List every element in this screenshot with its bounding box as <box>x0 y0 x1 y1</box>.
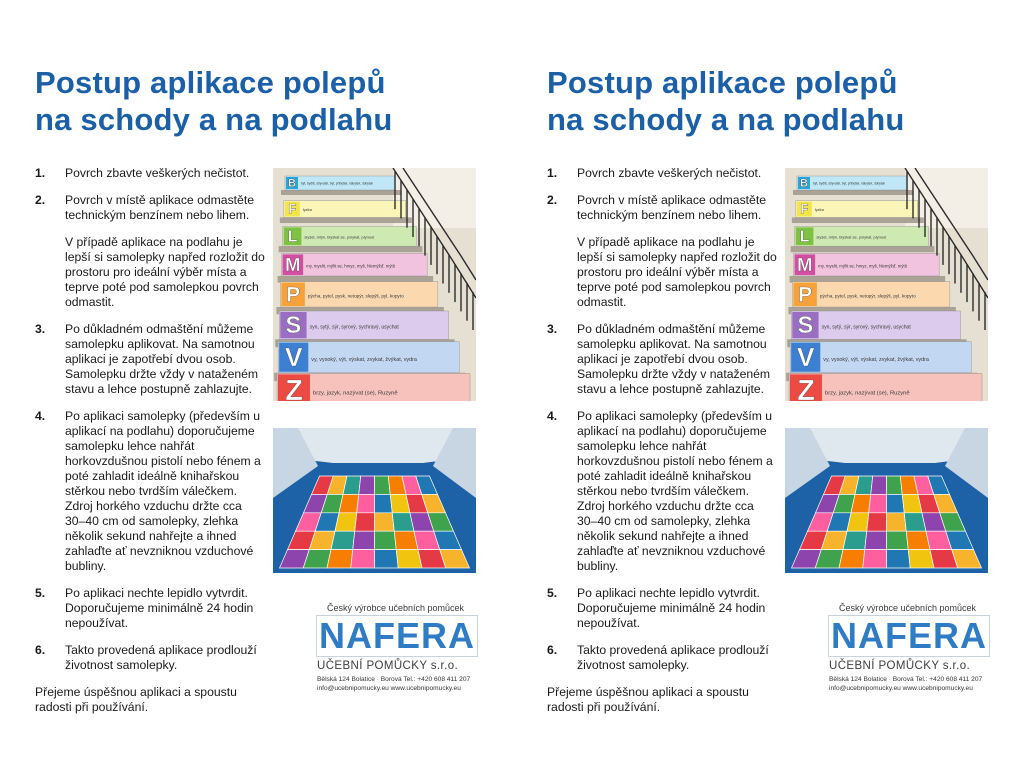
stair-line: být, bydlit, obyvatel, byt, příbytek, nábytek, dobytek <box>813 181 886 186</box>
floor-illustration <box>273 428 476 573</box>
stair-label <box>790 342 971 373</box>
floor-tile <box>375 513 395 531</box>
floor-tile <box>847 513 869 531</box>
brand-block <box>825 603 990 693</box>
stair-line: vy, vysoký, výt, výskat, zvykat, žvýkat, vydra <box>311 356 417 363</box>
stair-line: fyzika <box>814 208 824 213</box>
floor-tile <box>867 513 887 531</box>
stair-letter: Z <box>285 375 303 401</box>
stair-line: pýcha, pytel, pysk, netopýr, slepýš, pyl, kopyto <box>307 293 404 299</box>
stair-line: syn, sytý, sýr, syrový, sychravý, usychat <box>821 324 911 331</box>
stair-letter: B <box>800 177 808 190</box>
brand-contact: Bělská 124 Bolatice · Borová Tel.: +420 608 411 207 <box>317 676 471 683</box>
step-3: 3. Po důkladném odmaštění můžeme samolepku aplikovat. Na samotnou aplikaci je zapotřebí dvou osob. Samolepku držte vždy v nataženém stavu a lehce postupně zahlazujte. <box>547 322 771 396</box>
stair-label <box>280 282 437 307</box>
brand-subtitle: UČEBNÍ POMŮCKY s.r.o. <box>829 660 971 672</box>
stairs-photo <box>273 168 476 401</box>
step-6: 6. Takto provedená aplikace prodlouží životnost samolepky. <box>35 643 257 672</box>
step-4: 4. Po aplikaci samolepky (především u aplikací na podlahu) doporučujeme samolepku lehce nahřát horkovzdušnou pistolí nebo fénem a poté zahladit ideálně knihařskou stěrkou nebo tvrdším válečkem. Zdroj horkého vzduchu držte cca 30–40 cm od samolepky, zlehka několik sekund nahřejte a ihned zahlaďte ať nevzniknou vzduchové bubliny. <box>35 409 261 573</box>
floor-tile <box>869 494 887 512</box>
steps-list <box>547 166 777 715</box>
stairs-illustration <box>273 168 476 401</box>
step-1: 1. Povrch zbavte veškerých nečistot. <box>35 166 250 180</box>
stair-line: my, myslit, mýlit se, hmyz, myš, hlemýžď, mýtit <box>306 263 395 269</box>
instruction-panel-right <box>512 0 1024 768</box>
stair-line: vy, vysoký, výt, výskat, zvykat, žvýkat, vydra <box>823 356 929 363</box>
floor-tile <box>887 494 905 512</box>
floor-photo <box>785 428 988 573</box>
brand-block <box>313 603 478 693</box>
stair-letter: S <box>797 313 814 340</box>
stair-letter: S <box>285 313 302 340</box>
stair-label <box>797 176 907 190</box>
floor-tile <box>887 476 903 494</box>
brand-tagline: Český výrobce učebních pomůcek <box>326 603 465 613</box>
stair-letter: M <box>797 253 813 275</box>
floor-tile <box>327 550 353 568</box>
brand-tagline: Český výrobce učebních pomůcek <box>838 603 977 613</box>
stair-letter: P <box>798 283 813 307</box>
floor-tile <box>357 494 375 512</box>
stair-letter: P <box>286 283 301 307</box>
floor-tile <box>351 550 375 568</box>
floor-tile <box>331 531 355 549</box>
step-5: 5. Po aplikaci nechte lepidlo vytvrdit. Doporučujeme minimálně 24 hodin nepoužívat. <box>547 586 766 630</box>
stair-letter: B <box>288 177 296 190</box>
stair-label <box>795 226 929 246</box>
floor-photo <box>273 428 476 573</box>
floor-tile <box>396 550 422 568</box>
stair-letter: L <box>799 228 810 246</box>
stair-letter: V <box>796 341 815 372</box>
floor-tile <box>887 550 911 568</box>
stair-label <box>283 226 417 246</box>
floor-tile <box>375 476 391 494</box>
step-3: 3. Po důkladném odmaštění můžeme samolepku aplikovat. Na samotnou aplikaci je zapotřebí dvou osob. Samolepku držte vždy v nataženém stavu a lehce postupně zahlazujte. <box>35 322 259 396</box>
stair-line: my, myslit, mýlit se, hmyz, myš, hlemýžď, mýtit <box>818 263 907 269</box>
floor-tile <box>375 550 399 568</box>
stair-label <box>277 373 470 401</box>
floor-tile <box>335 513 357 531</box>
floor-tile <box>863 550 887 568</box>
stair-label <box>789 373 982 401</box>
brand-contact: Bělská 124 Bolatice · Borová Tel.: +420 608 411 207 <box>829 676 983 683</box>
step-2: 2. Povrch v místě aplikace odmastěte technickým benzínem nebo lihem. <box>547 193 766 222</box>
brand-logo: NAFERA <box>828 615 990 657</box>
floor-tile <box>353 531 375 549</box>
stair-line: pýcha, pytel, pysk, netopýr, slepýš, pyl, kopyto <box>819 293 916 299</box>
step-1: 1. Povrch zbavte veškerých nečistot. <box>547 166 762 180</box>
step-2-note: V případě aplikace na podlahu je lepší si samolepky napřed rozložit do prostoru pro ideální výběr místa a teprve poté pod samolepkou povrch odmastit. <box>577 235 777 309</box>
step-5: 5. Po aplikaci nechte lepidlo vytvrdit. Doporučujeme minimálně 24 hodin nepoužívat. <box>35 586 254 630</box>
step-2-note: V případě aplikace na podlahu je lepší si samolepky napřed rozložit do prostoru pro ideální výběr místa a teprve poté pod samolepkou povrch odmastit. <box>65 235 265 309</box>
floor-tile <box>359 476 375 494</box>
closing-note: Přejeme úspěšnou aplikaci a spoustu radosti při používání. <box>35 685 237 714</box>
stair-label <box>796 201 918 218</box>
floor-illustration <box>785 428 988 573</box>
stair-letter: L <box>287 228 298 246</box>
step-4: 4. Po aplikaci samolepky (především u aplikací na podlahu) doporučujeme samolepku lehce nahřát horkovzdušnou pistolí nebo fénem a poté zahladit ideálně knihařskou stěrkou nebo tvrdším válečkem. Zdroj horkého vzduchu držte cca 30–40 cm od samolepky, zlehka několik sekund nahřejte a ihned zahlaďte ať nevzniknou vzduchové bubliny. <box>547 409 773 573</box>
stair-line: slyšet, mlýn, blýskat se, polykat, plynout <box>304 234 375 240</box>
floor-tile <box>375 494 393 512</box>
stair-label <box>284 201 406 218</box>
floor-tile <box>865 531 887 549</box>
stair-line: fyzika <box>302 208 312 213</box>
steps-list <box>35 166 265 715</box>
stair-line: brzy, jazyk, nazývat (se), Ruzyně <box>313 390 398 397</box>
stair-label <box>279 311 448 339</box>
stair-letter: M <box>285 253 301 275</box>
floor-tile <box>887 531 909 549</box>
floor-tile <box>843 531 867 549</box>
stair-line: slyšet, mlýn, blýskat se, polykat, plynout <box>816 234 887 240</box>
stairs-illustration <box>785 168 988 401</box>
stair-line: být, bydlit, obyvatel, byt, příbytek, nábytek, dobytek <box>301 181 374 186</box>
floor-tile <box>887 513 907 531</box>
stair-letter: F <box>288 201 297 217</box>
stair-label <box>792 282 949 307</box>
stair-label <box>791 311 960 339</box>
step-2: 2. Povrch v místě aplikace odmastěte technickým benzínem nebo lihem. <box>35 193 254 222</box>
floor-tile <box>908 550 934 568</box>
brand-web: info@ucebnipomucky.eu www.ucebnipomucky.eu <box>317 685 461 692</box>
page-title: Postup aplikace polepů na schody a na podlahu <box>547 65 905 137</box>
stair-letter: V <box>284 341 303 372</box>
stair-line: brzy, jazyk, nazývat (se), Ruzyně <box>825 390 910 397</box>
stair-letter: F <box>800 201 809 217</box>
step-6: 6. Takto provedená aplikace prodlouží životnost samolepky. <box>547 643 769 672</box>
floor-tile <box>355 513 375 531</box>
stair-label <box>282 253 428 276</box>
floor-tile <box>375 531 397 549</box>
stair-letter: Z <box>797 375 815 401</box>
stair-label <box>285 176 395 190</box>
closing-note: Přejeme úspěšnou aplikaci a spoustu radosti při používání. <box>547 685 749 714</box>
brand-logo: NAFERA <box>316 615 478 657</box>
floor-tile <box>839 550 865 568</box>
stair-line: syn, sytý, sýr, syrový, sychravý, usychat <box>309 324 399 331</box>
stair-label <box>794 253 940 276</box>
brand-subtitle: UČEBNÍ POMŮCKY s.r.o. <box>317 660 459 672</box>
brand-web: info@ucebnipomucky.eu www.ucebnipomucky.eu <box>829 685 973 692</box>
floor-tile <box>871 476 887 494</box>
stairs-photo <box>785 168 988 401</box>
page-title: Postup aplikace polepů na schody a na podlahu <box>35 65 393 137</box>
stair-label <box>278 342 459 373</box>
